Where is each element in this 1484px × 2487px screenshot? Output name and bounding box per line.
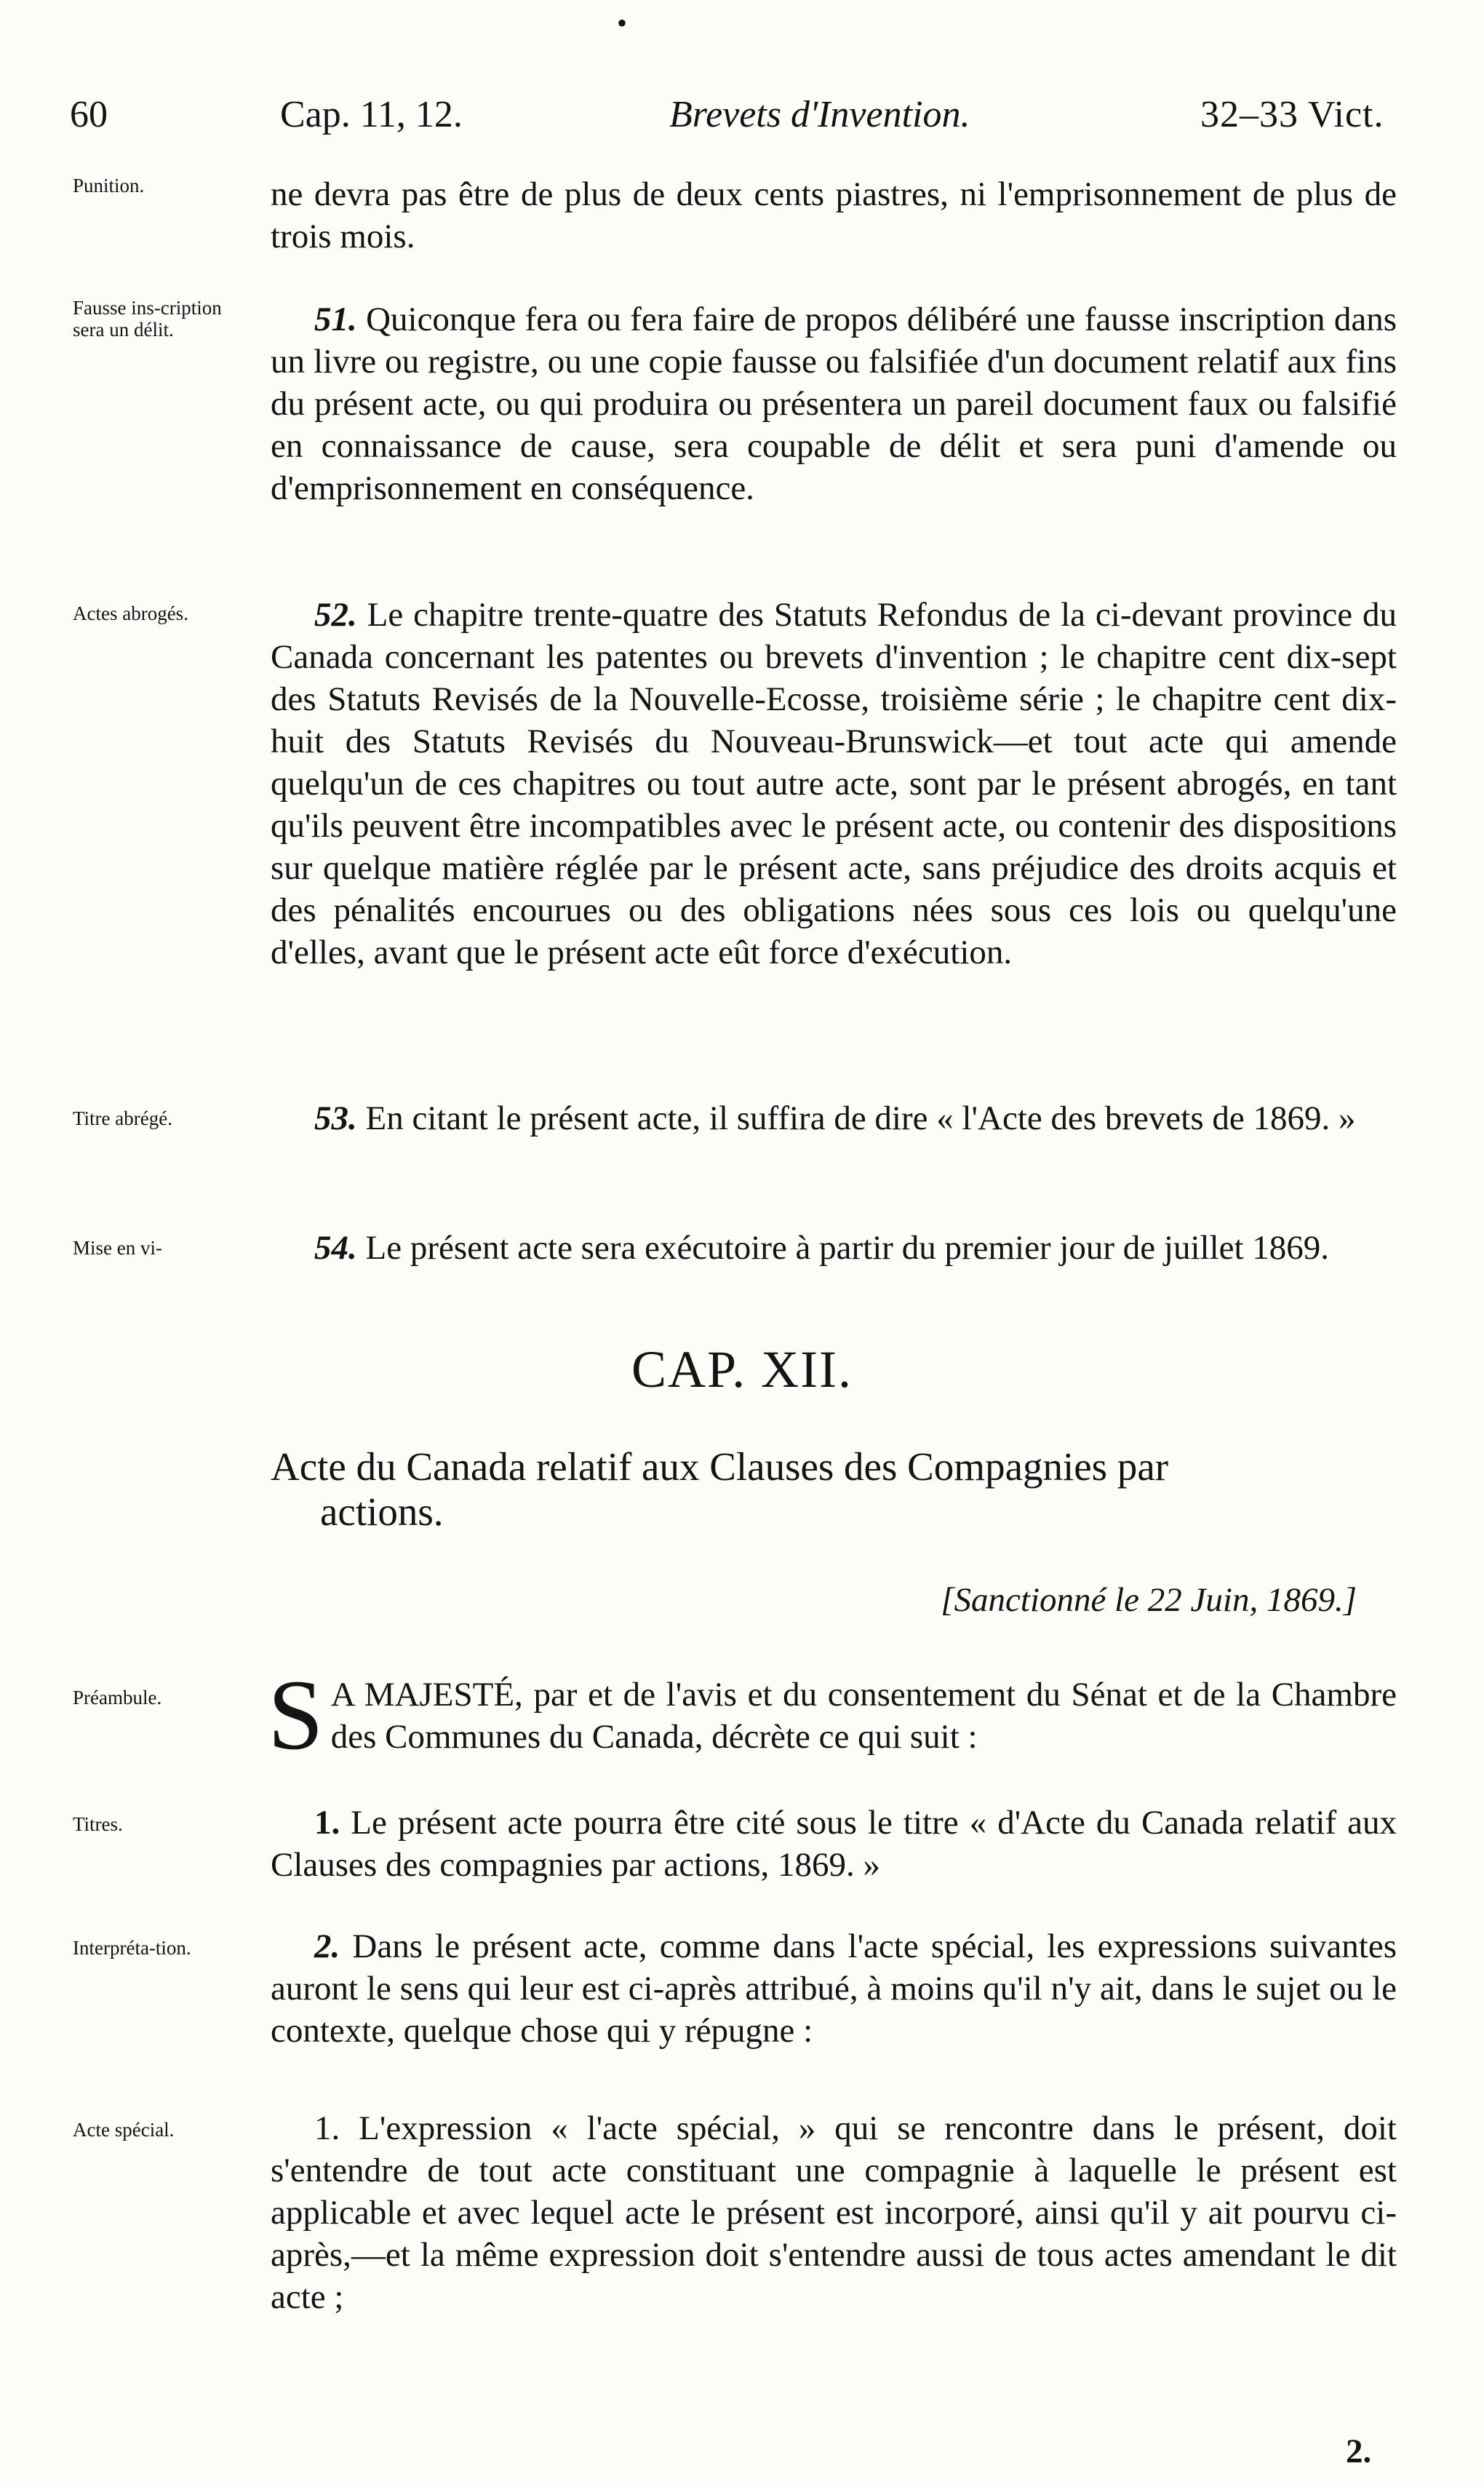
section-text: Le présent acte sera exécutoire à partir du premier jour de juillet 1869. bbox=[365, 1229, 1330, 1267]
margin-note-acte-special: Acte spécial. bbox=[73, 2119, 175, 2141]
section-number: 2. bbox=[314, 1927, 340, 1965]
section-text: Quiconque fera ou fera faire de propos délibéré une fausse inscription dans un livre ou registre, ou une copie fausse ou falsifiée d'un document relatif aux fins du présent acte, ou qui produira ou présentera un pareil document faux ou falsifié en connaissance de cause, sera coupable de délit et sera puni d'amende ou d'emprisonnement en conséquence. bbox=[271, 301, 1397, 507]
margin-note-titres: Titres. bbox=[73, 1813, 123, 1835]
section-text: Dans le présent acte, comme dans l'acte spécial, les expressions suivantes auront le sens qui leur est ci-après attribué, à moins qu'il n'y ait, dans le sujet ou le contexte, quelque chose qui y répugne : bbox=[271, 1927, 1397, 2050]
act-title bbox=[271, 1444, 1397, 1535]
page-number: 60 bbox=[70, 94, 108, 135]
section-number: 51. bbox=[314, 301, 357, 338]
chapter-reference: Cap. 11, 12. bbox=[280, 94, 463, 135]
section-text: Le présent acte pourra être cité sous le titre « d'Acte du Canada relatif aux Clauses des compagnies par actions, 1869. » bbox=[271, 1804, 1397, 1884]
chapter-12-section-2 bbox=[271, 1925, 1397, 2052]
section-number: 52. bbox=[314, 596, 357, 634]
section-text: Le chapitre trente-quatre des Statuts Refondus de la ci-devant province du Canada concernant les patentes ou brevets d'invention ; le chapitre cent dix-sept des Statuts Revisés de la Nouvelle-Ecosse, troisième série ; le chapitre cent dix-huit des Statuts Revisés du Nouveau-Brunswick—et tout acte qui amende quelqu'un de ces chapitres ou tout autre acte, sont par le présent abrogés, en tant qu'ils peuvent être incompatibles avec le présent acte, ou contenir des dispositions sur quelque matière réglée par le présent acte, sans préjudice des droits acquis et des pénalités encourues ou des obligations nées sous ces lois ou quelqu'une d'elles, avant que le présent acte eût force d'exécution. bbox=[271, 596, 1397, 971]
paragraph-text: L'expression « l'acte spécial, » qui se rencontre dans le présent, doit s'entendre de tout acte constituant une compagnie à laquelle le présent est applicable et avec lequel acte le présent est incorporé, ainsi qu'il y ait pourvu ci-après,—et la même expression doit s'entendre aussi de tous actes amendant le dit acte ; bbox=[271, 2109, 1397, 2316]
stray-mark: • bbox=[617, 7, 628, 39]
margin-note-interpretation: Interpréta-tion. bbox=[73, 1937, 191, 1959]
margin-note-actes-abroges: Actes abrogés. bbox=[73, 602, 188, 624]
section-52 bbox=[271, 594, 1397, 974]
margin-note-titre-abrege: Titre abrégé. bbox=[73, 1107, 172, 1129]
section-53 bbox=[271, 1097, 1397, 1139]
margin-note-fausse-inscription: Fausse ins-cription sera un délit. bbox=[73, 297, 222, 341]
preamble bbox=[268, 1659, 1397, 1770]
paragraph-number: 1. bbox=[314, 2109, 340, 2147]
margin-note-preambule: Préambule. bbox=[73, 1687, 162, 1708]
preamble-drop-cap: S bbox=[268, 1659, 324, 1770]
regnal-year: 32–33 Vict. bbox=[1200, 94, 1384, 135]
act-title-line-2: actions. bbox=[320, 1489, 444, 1534]
section-54 bbox=[271, 1227, 1397, 1269]
chapter-heading: CAP. XII. bbox=[631, 1340, 853, 1398]
section-number: 1. bbox=[314, 1804, 340, 1842]
sanction-date: [Sanctionné le 22 Juin, 1869.] bbox=[941, 1581, 1357, 1619]
running-title: Brevets d'Invention. bbox=[669, 94, 970, 135]
act-title-line-1: Acte du Canada relatif aux Clauses des Compagnies par bbox=[271, 1444, 1169, 1489]
margin-note-mise-en-vigueur: Mise en vi- bbox=[73, 1237, 162, 1259]
section-number: 54. bbox=[314, 1229, 357, 1267]
section-number: 53. bbox=[314, 1099, 357, 1137]
margin-note-punition: Punition. bbox=[73, 175, 145, 196]
chapter-12-section-2-paragraph-1 bbox=[271, 2107, 1397, 2318]
catchword: 2. bbox=[1346, 2432, 1372, 2470]
section-51 bbox=[271, 298, 1397, 509]
preamble-text: A MAJESTÉ, par et de l'avis et du consentement du Sénat et de la Chambre des Communes du Canada, décrète ce qui suit : bbox=[330, 1676, 1397, 1756]
chapter-12-section-1 bbox=[271, 1802, 1397, 1886]
section-50-continued: ne devra pas être de plus de deux cents piastres, ni l'emprisonnement de plus de trois mois. bbox=[271, 175, 1397, 255]
section-text: En citant le présent acte, il suffira de dire « l'Acte des brevets de 1869. » bbox=[365, 1099, 1356, 1137]
